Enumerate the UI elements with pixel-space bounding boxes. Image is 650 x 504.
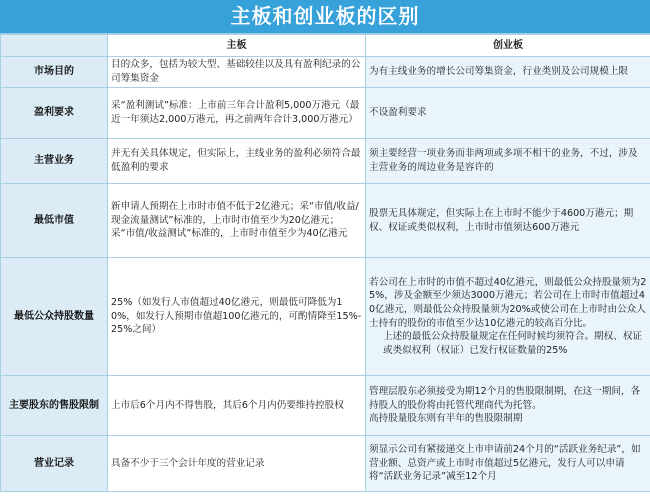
- gem-board-text: 高持股量股东则有半年的售股限制期: [369, 413, 523, 425]
- table-row: [1, 184, 650, 258]
- header-row: [1, 35, 650, 57]
- table-row: [1, 57, 650, 88]
- comparison-table: [0, 34, 650, 492]
- row-label: 营业记录: [1, 436, 108, 492]
- table-row: [1, 139, 650, 184]
- header-gem-board: 创业板: [366, 35, 650, 57]
- row-label: 主要股东的售股限制: [1, 376, 108, 436]
- row-label: 市场目的: [1, 57, 108, 88]
- main-board-cell: 上市后6个月内不得售股，其后6个月内仍要维持控股权: [108, 376, 366, 436]
- gem-board-cell: 股票无具体规定，但实际上在上市时不能少于4600万港元；期权、权证或类似权利，上市时市值须达600万港元: [366, 184, 650, 258]
- gem-board-text: 管理层股东必须接受为期12个月的售股限制期，在这一期间，各持股人的股份将由托管代理商代为托管。: [369, 386, 641, 411]
- main-board-cell: 并无有关具体规定，但实际上，主线业务的盈利必须符合最低盈利的要求: [108, 139, 366, 184]
- table-row: [1, 258, 650, 376]
- header-corner: [1, 35, 108, 57]
- main-board-cell: 目的众多，包括为较大型、基础较佳以及具有盈利纪录的公司筹集资金: [108, 57, 366, 88]
- table-row: [1, 376, 650, 436]
- main-board-cell: 25%（如发行人市值超过40亿港元，则最低可降低为10%，如发行人预期市值超100亿港元的，可酌情降至15%-25%之间）: [108, 258, 366, 376]
- gem-board-cell: [366, 258, 650, 376]
- gem-board-text: 上述的最低公众持股量规定在任何时候均须符合。期权、权证或类似权利（权证）已发行权证数量的25%: [383, 331, 643, 356]
- sheet-title: 主板和创业板的区别: [0, 0, 650, 34]
- row-label: 最低公众持股数量: [1, 258, 108, 376]
- main-board-cell: 采“盈利测试”标准：上市前三年合计盈利5,000万港元（最近一年须达2,000万港元，再之前两年合计3,000万港元）: [108, 88, 366, 139]
- row-label: 最低市值: [1, 184, 108, 258]
- row-label: 盈利要求: [1, 88, 108, 139]
- table-row: [1, 436, 650, 492]
- gem-board-cell: 不设盈利要求: [366, 88, 650, 139]
- row-label: 主营业务: [1, 139, 108, 184]
- gem-board-text: 若公司在上市时的市值不超过40亿港元，则最低公众持股量须为25%，涉及金额至少须达3000万港元；若公司在上市时市值超过40亿港元，则最低公众持股量须为20%或使公司在上市时由公众人士持有的股份的市值至少达10亿港元的较高百分比。: [369, 276, 647, 329]
- gem-board-cell: 须主要经营一项业务而非两项或多项不相干的业务，不过，涉及主营业务的周边业务是容许的: [366, 139, 650, 184]
- header-main-board: 主板: [108, 35, 366, 57]
- table-row: [1, 88, 650, 139]
- main-board-cell: 具备不少于三个会计年度的营业记录: [108, 436, 366, 492]
- gem-board-cell: 须显示公司有紧接递交上市申请前24个月的“活跃业务纪录”，如营业额、总资产或上市时市值超过5亿港元，发行人可以申请将“活跃业务记录”减至12个月: [366, 436, 650, 492]
- main-board-cell: 新申请人预期在上市时市值不低于2亿港元；采“市值/收益/现金流量测试”标准的，上市时市值至少为20亿港元；采“市值/收益测试”标准的，上市时市值至少为40亿港元: [108, 184, 366, 258]
- gem-board-cell: 为有主线业务的增长公司筹集资金，行业类别及公司规模上限: [366, 57, 650, 88]
- gem-board-cell: [366, 376, 650, 436]
